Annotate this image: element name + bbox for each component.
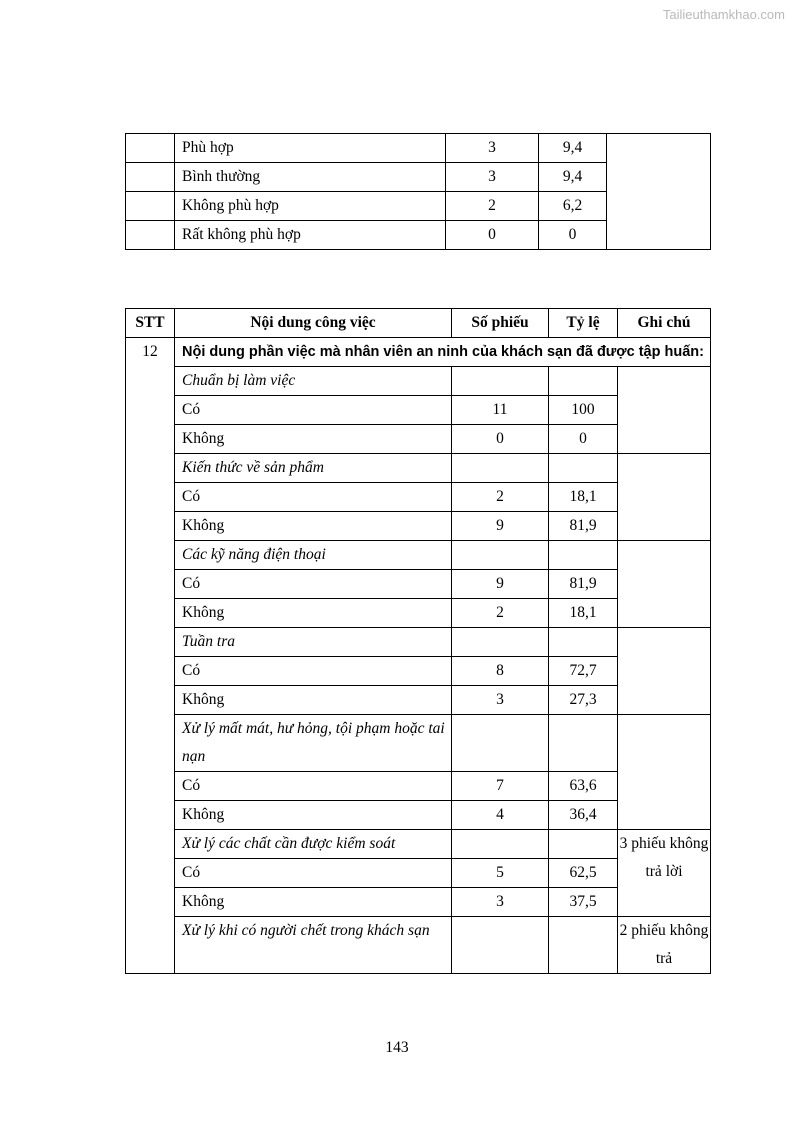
pct-cell xyxy=(549,830,618,859)
group-title-row xyxy=(126,541,711,570)
pct-cell xyxy=(549,917,618,974)
count-cell: 9 xyxy=(452,570,549,599)
note-cell: 2 phiếu không trả xyxy=(618,917,711,974)
no-label: Không xyxy=(175,599,452,628)
group-title-row xyxy=(126,454,711,483)
note-cell xyxy=(618,628,711,715)
header-pct: Tỷ lệ xyxy=(549,309,618,338)
stt-cell xyxy=(126,192,175,221)
no-label: Không xyxy=(175,512,452,541)
group-title: Xử lý các chất cần được kiểm soát xyxy=(175,830,452,859)
count-cell xyxy=(452,917,549,974)
pct-cell: 37,5 xyxy=(549,888,618,917)
pct-cell: 72,7 xyxy=(549,657,618,686)
count-cell: 5 xyxy=(452,859,549,888)
row-label: Phù hợp xyxy=(175,134,446,163)
pct-cell: 9,4 xyxy=(539,134,607,163)
count-cell xyxy=(452,830,549,859)
count-cell: 3 xyxy=(446,134,539,163)
pct-cell: 9,4 xyxy=(539,163,607,192)
group-title: Chuẩn bị làm việc xyxy=(175,367,452,396)
count-cell: 8 xyxy=(452,657,549,686)
no-label: Không xyxy=(175,801,452,830)
watermark: Tailieuthamkhao.com xyxy=(662,7,785,22)
no-label: Không xyxy=(175,686,452,715)
stt-cell xyxy=(126,221,175,250)
count-cell: 11 xyxy=(452,396,549,425)
pct-cell: 81,9 xyxy=(549,512,618,541)
count-cell xyxy=(452,628,549,657)
note-cell xyxy=(607,134,711,250)
pct-cell: 27,3 xyxy=(549,686,618,715)
count-cell: 2 xyxy=(446,192,539,221)
count-cell: 2 xyxy=(452,483,549,512)
no-label: Không xyxy=(175,425,452,454)
note-cell: 3 phiếu không trả lời xyxy=(618,830,711,917)
yes-label: Có xyxy=(175,772,452,801)
pct-cell xyxy=(549,715,618,772)
group-title-row xyxy=(126,715,711,772)
group-title: Tuần tra xyxy=(175,628,452,657)
note-cell xyxy=(618,454,711,541)
group-title-row xyxy=(126,917,711,974)
header-stt: STT xyxy=(126,309,175,338)
pct-cell: 0 xyxy=(549,425,618,454)
table-1 xyxy=(125,133,711,250)
note-cell xyxy=(618,367,711,454)
count-cell xyxy=(452,454,549,483)
pct-cell: 18,1 xyxy=(549,483,618,512)
section-title: Nội dung phần việc mà nhân viên an ninh của khách sạn đã được tập huấn: xyxy=(175,338,711,367)
header-note: Ghi chú xyxy=(618,309,711,338)
pct-cell: 100 xyxy=(549,396,618,425)
stt-cell xyxy=(126,163,175,192)
count-cell: 3 xyxy=(452,686,549,715)
count-cell: 0 xyxy=(452,425,549,454)
yes-label: Có xyxy=(175,657,452,686)
count-cell: 0 xyxy=(446,221,539,250)
note-cell xyxy=(618,541,711,628)
header-content: Nội dung công việc xyxy=(175,309,452,338)
yes-label: Có xyxy=(175,859,452,888)
yes-label: Có xyxy=(175,570,452,599)
count-cell: 9 xyxy=(452,512,549,541)
group-title: Xử lý khi có người chết trong khách sạn xyxy=(175,917,452,974)
stt-number: 12 xyxy=(126,338,175,974)
group-title-row xyxy=(126,628,711,657)
group-title: Các kỹ năng điện thoại xyxy=(175,541,452,570)
pct-cell: 62,5 xyxy=(549,859,618,888)
pct-cell: 0 xyxy=(539,221,607,250)
pct-cell: 63,6 xyxy=(549,772,618,801)
pct-cell xyxy=(549,454,618,483)
count-cell xyxy=(452,367,549,396)
pct-cell: 36,4 xyxy=(549,801,618,830)
pct-cell xyxy=(549,367,618,396)
section-row xyxy=(126,338,711,367)
group-title: Xử lý mất mát, hư hỏng, tội phạm hoặc tai nạn xyxy=(175,715,452,772)
count-cell: 3 xyxy=(446,163,539,192)
note-cell xyxy=(618,715,711,830)
yes-label: Có xyxy=(175,483,452,512)
header-count: Số phiếu xyxy=(452,309,549,338)
table-2 xyxy=(125,308,711,974)
count-cell: 2 xyxy=(452,599,549,628)
yes-label: Có xyxy=(175,396,452,425)
row-label: Rất không phù hợp xyxy=(175,221,446,250)
group-title-row xyxy=(126,367,711,396)
pct-cell xyxy=(549,541,618,570)
group-title: Kiến thức về sản phẩm xyxy=(175,454,452,483)
count-cell: 3 xyxy=(452,888,549,917)
group-title-row xyxy=(126,830,711,859)
table-row xyxy=(126,134,711,163)
header-row xyxy=(126,309,711,338)
no-label: Không xyxy=(175,888,452,917)
page-number: 143 xyxy=(385,1039,409,1056)
pct-cell: 6,2 xyxy=(539,192,607,221)
pct-cell xyxy=(549,628,618,657)
stt-cell xyxy=(126,134,175,163)
pct-cell: 18,1 xyxy=(549,599,618,628)
pct-cell: 81,9 xyxy=(549,570,618,599)
count-cell xyxy=(452,541,549,570)
row-label: Không phù hợp xyxy=(175,192,446,221)
count-cell xyxy=(452,715,549,772)
count-cell: 4 xyxy=(452,801,549,830)
count-cell: 7 xyxy=(452,772,549,801)
row-label: Bình thường xyxy=(175,163,446,192)
